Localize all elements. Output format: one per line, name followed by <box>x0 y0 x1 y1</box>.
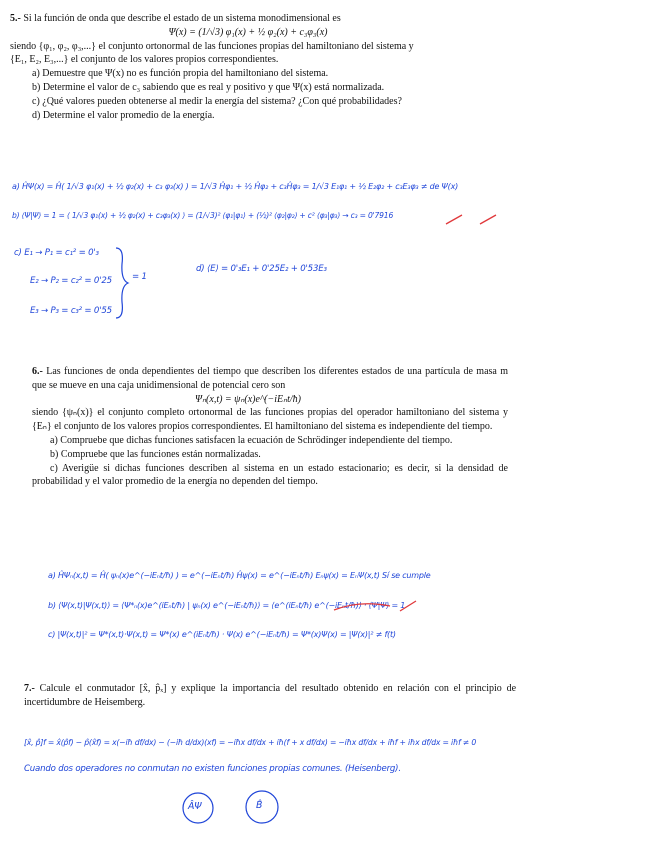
problem-6 <box>0 365 656 489</box>
problem-6-intro <box>0 365 656 393</box>
problem-5-siendo-1: siendo {φ₁, φ₂, φ₃,...} el conjunto ortonormal de las funciones propias del hamiltoniano del sistema y <box>10 40 414 52</box>
problem-6-item-b: b) Compruebe que las funciones están normalizadas. <box>50 448 261 460</box>
strike-marks-5b <box>440 212 500 228</box>
answer-6b: b) ⟨Ψ(x,t)|Ψ(x,t)⟩ = ⟨Ψ*ₙ(x)e^(iEₙt/ħ) | ψₙ(x) e^(−iEₙt/ħ)⟩ = ⟨e^(iEₙt/ħ) e^(−iEₙt/ħ)⟩ · ⟨Ψ|Ψ⟩ = 1 <box>48 601 406 610</box>
problem-5-intro <box>0 12 656 26</box>
answer-7-line2: Cuando dos operadores no conmutan no existen funciones propias comunes. (Heisenberg). <box>24 764 401 774</box>
brace <box>112 246 132 320</box>
problem-5-item-d: d) Determine el valor promedio de la energía. <box>32 109 215 121</box>
problem-6-number: 6.- <box>32 366 43 377</box>
problem-6-item-a: a) Compruebe que dichas funciones satisfacen la ecuación de Schrödinger independiente del tiempo. <box>50 434 453 446</box>
problem-6-equation: Ψₙ(x,t) = ψₙ(x)e^(−iEₙt/ħ) <box>195 393 301 405</box>
circle-a-psi-label: ÂΨ <box>188 801 202 812</box>
answer-5c-line1: c) E₁ → P₁ = c₁² = 0'₃ <box>14 248 99 258</box>
problem-5-intro-text: Si la función de onda que describe el estado de un sistema monodimensional es <box>23 13 341 24</box>
answer-5d: d) ⟨E⟩ = 0'₃E₁ + 0'25E₂ + 0'53E₃ <box>196 264 327 274</box>
answer-7-line1: [x̂, p̂]f = x̂(p̂f) − p̂(x̂f) = x(−iħ df/dx) − (−iħ d/dx)(xf) = −iħx df/dx + iħ(f + x df/dx) = −iħx df/dx + iħf + iħx df/dx = iħf ≠ 0 <box>24 738 477 747</box>
answer-5c-line2: E₂ → P₂ = c₂² = 0'25 <box>30 276 112 286</box>
problem-7-text <box>0 682 656 710</box>
problem-5-item-a: a) Demuestre que Ψ(x) no es función propia del hamiltoniano del sistema. <box>32 68 329 80</box>
problem-7-number: 7.- <box>24 683 35 694</box>
problem-5-number: 5.- <box>10 13 21 24</box>
answer-6c: c) |Ψ(x,t)|² = Ψ*(x,t)·Ψ(x,t) = Ψ*(x) e^(iEₙt/ħ) · Ψ(x) e^(−iEₙt/ħ) = Ψ*(x)Ψ(x) = |Ψ(x)|² ≠ f(t) <box>48 630 396 639</box>
problem-5-item-b: b) Determine el valor de c₃ sabiendo que es real y positivo y que Ψ(x) está normalizada. <box>32 81 385 93</box>
problem-5-equation: Ψ(x) = (1/√3) φ₁(x) + ½ φ₂(x) + c₃φ₃(x) <box>168 26 328 38</box>
answer-6a: a) ĤΨₙ(x,t) = Ĥ( ψₙ(x)e^(−iEₙt/ħ) ) = e^(−iEₙt/ħ) Ĥψ(x) = e^(−iEₙt/ħ) Eₙψ(x) = EₙΨ(x,t) Sí se cumple <box>48 571 431 580</box>
problem-7 <box>0 682 656 710</box>
problem-6-item-c: c) Averigüe si dichas funciones describen al sistema en un estado estacionario; es decir, si la densidad de probabilidad y el valor promedio de la energía no dependen del tiempo. <box>32 462 508 488</box>
problem-5 <box>0 12 656 122</box>
answer-5c-line3: E₃ → P₃ = c₃² = 0'55 <box>30 306 112 316</box>
answer-5a: a) ĤΨ(x) = Ĥ( 1/√3 φ₁(x) + ½ φ₂(x) + c₃ φ₃(x) ) = 1/√3 Ĥφ₁ + ½ Ĥφ₂ + c₃Ĥφ₃ = 1/√3 E₁φ₁ + ½ E₂φ₂ + c₃E₃φ₃ ≠ de Ψ(x) <box>12 182 459 191</box>
strike-marks-6b <box>330 598 420 614</box>
answer-5b: b) ⟨Ψ|Ψ⟩ = 1 = ⟨ 1/√3 φ₁(x) + ½ φ₂(x) + c₃φ₃(x) ⟩ = (1/√3)² ⟨φ₁|φ₁⟩ + (½)² ⟨φ₂|φ₂⟩ + c² ⟨φ₃|φ₃⟩ → c₃ = 0'7916 <box>12 211 394 220</box>
circle-b-label: B̂ <box>256 800 263 811</box>
problem-6-intro-text: Las funciones de onda dependientes del tiempo que describen los diferentes estados de una partícula de masa m que se mueve en una caja unidimensional de potencial cero son <box>32 366 509 391</box>
problem-6-siendo: siendo {ψₙ(x)} el conjunto completo ortonormal de las funciones propias del operador hamiltoniano del sistema y {Eₙ} el conjunto de los valores propios correspondientes. El hamiltoniano del sistema es independiente del tiempo. <box>32 407 508 433</box>
problem-7-statement: Calcule el conmutador [x̂, p̂ₓ] y explique la importancia del resultado obtenido en relación con el principio de incertidumbre de Heisemberg. <box>24 683 517 708</box>
problem-5-item-c: c) ¿Qué valores pueden obtenerse al medir la energía del sistema? ¿Con qué probabilidades? <box>32 95 402 107</box>
answer-5c-sum: = 1 <box>132 272 147 282</box>
problem-5-siendo-2: {E₁, E₂, E₃,...} el conjunto de los valores propios correspondientes. <box>10 54 279 66</box>
